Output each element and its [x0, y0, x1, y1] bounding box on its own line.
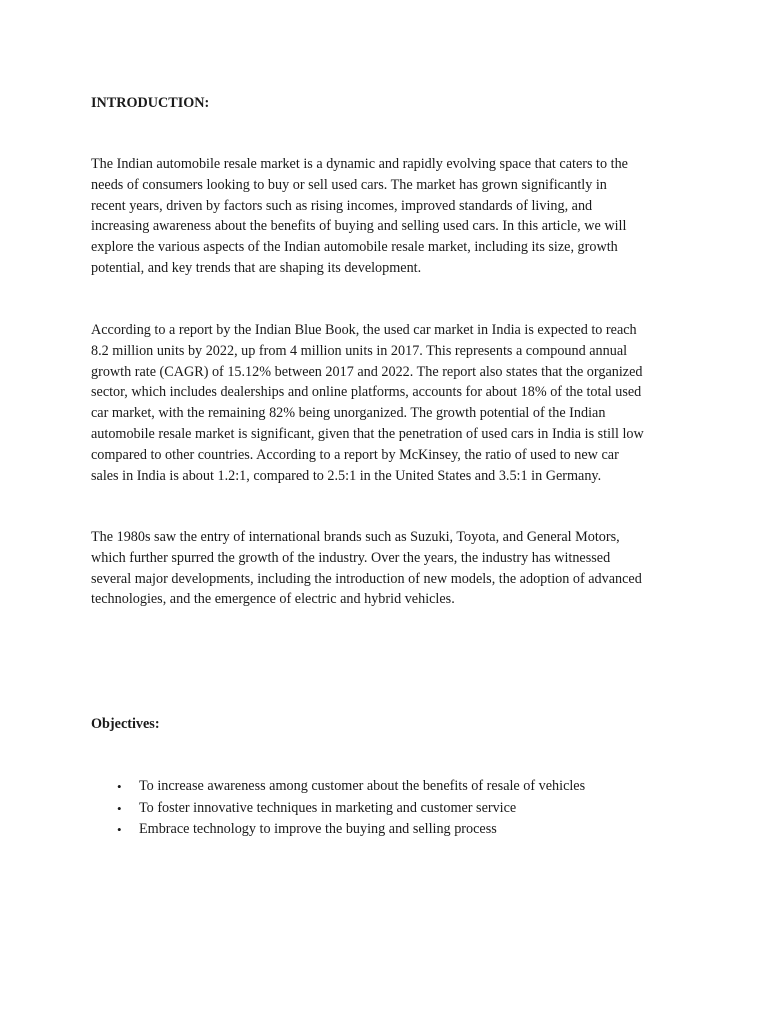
objective-item	[91, 819, 585, 841]
paragraph-line: sales in India is about 1.2:1, compared to 2.5:1 in the United States and 3.5:1 in Germany.	[91, 467, 602, 484]
objectives-heading: Objectives:	[91, 716, 160, 732]
paragraph-line: sector, which includes dealerships and online platforms, accounts for about 18% of the total used	[91, 384, 642, 401]
paragraph-line: several major developments, including the introduction of new models, the adoption of advanced	[91, 570, 642, 587]
bullet-icon: •	[117, 779, 122, 794]
paragraph-line: increasing awareness about the benefits of buying and selling used cars. In this article, we will	[91, 218, 627, 235]
introduction-heading: INTRODUCTION:	[91, 95, 210, 111]
objective-text: To foster innovative techniques in marketing and customer service	[139, 799, 517, 816]
paragraph-line: technologies, and the emergence of electric and hybrid vehicles.	[91, 591, 455, 608]
paragraph-line: The 1980s saw the entry of international brands such as Suzuki, Toyota, and General Motors,	[91, 529, 620, 545]
intro-paragraph	[91, 154, 691, 279]
objective-text: Embrace technology to improve the buying and selling process	[139, 821, 497, 837]
objective-text: To increase awareness among customer about the benefits of resale of vehicles	[139, 778, 586, 794]
paragraph-line: According to a report by the Indian Blue Book, the used car market in India is expected to reach	[91, 322, 637, 338]
objective-item	[91, 776, 585, 798]
paragraph-line: needs of consumers looking to buy or sell used cars. The market has grown significantly in	[91, 176, 607, 193]
paragraph-line: which further spurred the growth of the industry. Over the years, the industry has witnessed	[91, 549, 611, 566]
paragraph-line: car market, with the remaining 82% being unorganized. The growth potential of the Indian	[91, 405, 606, 422]
objectives-list	[91, 776, 585, 841]
paragraph-line: 8.2 million units by 2022, up from 4 million units in 2017. This represents a compound annual	[91, 342, 628, 359]
paragraph-line: potential, and key trends that are shaping its development.	[91, 259, 422, 276]
bullet-icon: •	[117, 822, 122, 837]
paragraph-line: The Indian automobile resale market is a dynamic and rapidly evolving space that caters to the	[91, 156, 628, 172]
history-paragraph	[91, 527, 691, 610]
paragraph-line: explore the various aspects of the Indian automobile resale market, including its size, growth	[91, 239, 618, 256]
market-size-paragraph	[91, 320, 691, 486]
paragraph-line: automobile resale market is significant, given that the penetration of used cars in India is still low	[91, 425, 644, 442]
paragraph-line: growth rate (CAGR) of 15.12% between 2017 and 2022. The report also states that the organized	[91, 363, 643, 380]
paragraph-line: compared to other countries. According to a report by McKinsey, the ratio of used to new car	[91, 446, 619, 463]
paragraph-line: recent years, driven by factors such as rising incomes, improved standards of living, and	[91, 197, 593, 214]
objective-item	[91, 798, 585, 820]
bullet-icon: •	[117, 800, 122, 816]
